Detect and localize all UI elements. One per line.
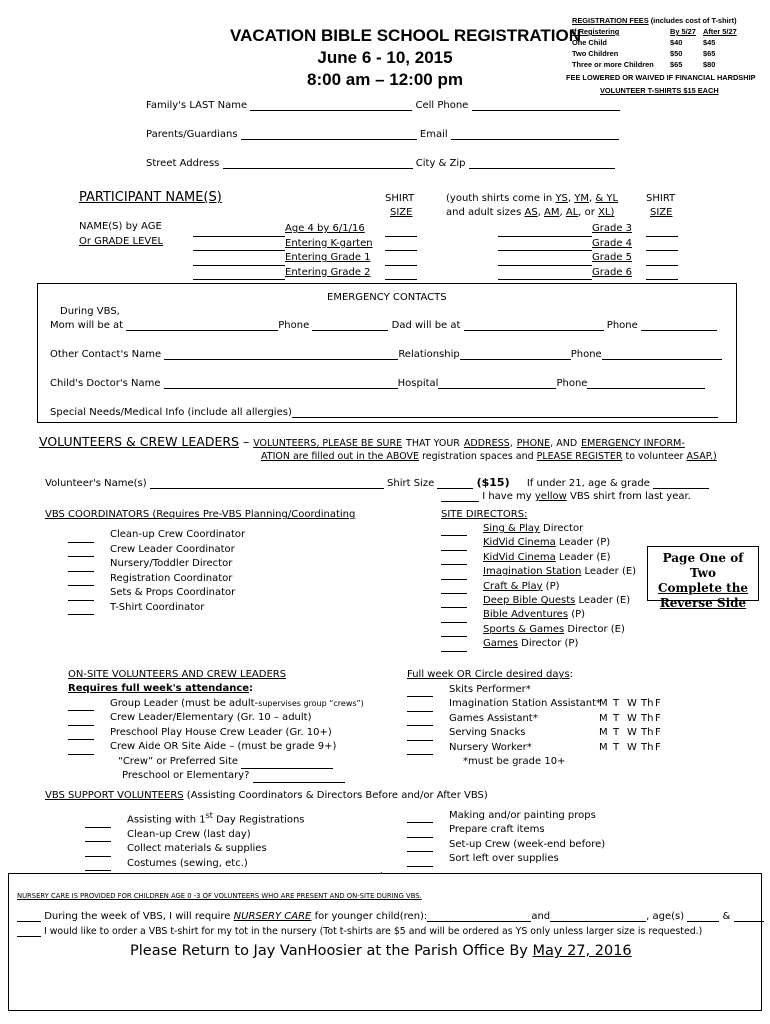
doctor-phone-field[interactable] bbox=[587, 377, 705, 389]
form-title: VACATION BIBLE SCHOOL REGISTRATION bbox=[230, 26, 582, 45]
list-item: Games Assistant* M T W Th F bbox=[407, 712, 669, 726]
participants-heading: PARTICIPANT NAME(S) bbox=[79, 190, 222, 205]
day-selector[interactable]: M T W Th F bbox=[599, 712, 661, 724]
shirt-label-left: SHIRT bbox=[385, 193, 415, 204]
participant-row: Entering Grade 1 bbox=[193, 251, 373, 266]
fees-tshirt-note: VOLUNTEER T-SHIRTS $15 EACH bbox=[600, 86, 719, 95]
list-item: Crew Leader/Elementary (Gr. 10 – adult) bbox=[68, 711, 364, 725]
page-one-note: Page One of Two Complete the Reverse Side bbox=[647, 546, 759, 601]
preferred-site-field[interactable] bbox=[241, 757, 333, 769]
doctor-field[interactable] bbox=[164, 377, 398, 389]
list-item: Group Leader (must be adult-supervises group “crews”) bbox=[68, 697, 364, 711]
nursery-tshirt-row: I would like to order a VBS t-shirt for my tot in the nursery (Tot t-shirts are $5 and will be ordered as YS only unless larger size is requested.) bbox=[17, 925, 702, 937]
volunteers-note-line2: ATION are filled out in the ABOVE registration spaces and PLEASE REGISTER to volunteer ASAP.) bbox=[261, 451, 717, 462]
list-item: Crew Leader Coordinator bbox=[68, 543, 245, 558]
mom-phone-field[interactable] bbox=[312, 319, 388, 331]
mom-location-field[interactable] bbox=[126, 319, 278, 331]
relationship-field[interactable] bbox=[460, 348, 571, 360]
list-item: Making and/or painting props bbox=[407, 809, 605, 823]
shirt-size-left-blanks[interactable] bbox=[385, 222, 417, 280]
grade-level-label: Or GRADE LEVEL bbox=[79, 236, 164, 247]
list-item: Bible Adventures (P) bbox=[441, 608, 636, 622]
dad-phone-field[interactable] bbox=[641, 319, 717, 331]
participant-row: Grade 6 bbox=[498, 266, 632, 281]
other-contact-row: Other Contact's Name Relationship Phone bbox=[50, 348, 722, 360]
list-item: T-Shirt Coordinator bbox=[68, 601, 245, 616]
fees-heading: REGISTRATION FEES (includes cost of T-shirt) bbox=[572, 16, 737, 25]
list-item: KidVid Cinema Leader (P) bbox=[441, 536, 636, 550]
return-instructions: Please Return to Jay VanHoosier at the Parish Office By May 27, 2016 bbox=[130, 943, 632, 959]
list-item: Imagination Station Leader (E) bbox=[441, 565, 636, 579]
coordinators-heading: VBS COORDINATORS (Requires Pre-VBS Planning/Coordinating bbox=[45, 509, 356, 520]
list-item: KidVid Cinema Leader (E) bbox=[441, 551, 636, 565]
participant-row: Age 4 by 6/1/16 bbox=[193, 222, 373, 237]
mom-dad-row: Mom will be at Phone Dad will be at Phone bbox=[50, 319, 717, 331]
list-item: Clean-up Crew Coordinator bbox=[68, 528, 245, 543]
under21-field[interactable] bbox=[653, 477, 709, 489]
list-item: Costumes (sewing, etc.) bbox=[85, 857, 305, 871]
other-contact-field[interactable] bbox=[164, 348, 398, 360]
volunteer-shirt-size-field[interactable] bbox=[437, 477, 473, 489]
onsite-requires: Requires full week's attendance: bbox=[68, 683, 254, 694]
last-name-row: Family's LAST Name Cell Phone bbox=[146, 99, 620, 111]
street-field[interactable] bbox=[223, 157, 413, 169]
shirt-size-right-blanks[interactable] bbox=[646, 222, 678, 280]
list-item: Craft & Play (P) bbox=[441, 580, 636, 594]
have-shirt-row: I have my yellow VBS shirt from last year. bbox=[441, 490, 691, 502]
participant-row: Entering Grade 2 bbox=[193, 266, 373, 281]
list-item: Crew Aide OR Site Aide – (must be grade 9+) bbox=[68, 740, 364, 754]
support-left-list bbox=[85, 809, 305, 871]
doctor-row: Child's Doctor's Name Hospital Phone bbox=[50, 377, 705, 389]
by-age-label: NAME(S) by AGE bbox=[79, 221, 162, 232]
parents-row: Parents/Guardians Email bbox=[146, 128, 619, 140]
parents-field[interactable] bbox=[241, 128, 417, 140]
site-directors-heading: SITE DIRECTORS: bbox=[441, 509, 528, 520]
list-item: Nursery/Toddler Director bbox=[68, 557, 245, 572]
volunteer-name-row: Volunteer's Name(s) Shirt Size ($15) If under 21, age & grade bbox=[45, 476, 709, 489]
special-needs-row: Special Needs/Medical Info (include all allergies) bbox=[50, 406, 718, 418]
special-needs-field[interactable] bbox=[292, 406, 718, 418]
list-item: Collect materials & supplies bbox=[85, 842, 305, 856]
list-item: Assisting with 1st Day Registrations bbox=[85, 809, 305, 828]
participant-row: Grade 5 bbox=[498, 251, 632, 266]
nursery-request-row: During the week of VBS, I will require NURSERY CARE for younger child(ren): and , age(s) & bbox=[17, 910, 764, 922]
nursery-age1-field[interactable] bbox=[687, 910, 719, 922]
volunteer-name-field[interactable] bbox=[150, 477, 384, 489]
adult-sizes-note: and adult sizes AS, AM, AL, or XL) bbox=[446, 207, 615, 218]
coordinators-list bbox=[68, 528, 245, 615]
list-item: Sets & Props Coordinator bbox=[68, 586, 245, 601]
list-item: Deep Bible Quests Leader (E) bbox=[441, 594, 636, 608]
nursery-dot: . bbox=[380, 866, 383, 875]
day-selector[interactable]: M T W Th F bbox=[599, 698, 661, 710]
email-field[interactable] bbox=[451, 128, 619, 140]
list-item: Set-up Crew (week-end before) bbox=[407, 838, 605, 852]
list-item: Clean-up Crew (last day) bbox=[85, 828, 305, 842]
participant-row: Entering K-garten bbox=[193, 237, 373, 252]
hospital-field[interactable] bbox=[438, 377, 556, 389]
other-phone-field[interactable] bbox=[602, 348, 722, 360]
cell-phone-field[interactable] bbox=[472, 99, 620, 111]
nursery-age2-field[interactable] bbox=[734, 910, 764, 922]
fees-hardship-note: FEE LOWERED OR WAIVED IF FINANCIAL HARDSHIP bbox=[566, 73, 756, 82]
list-item: Skits Performer* bbox=[407, 683, 669, 697]
list-item: Games Director (P) bbox=[441, 637, 636, 651]
list-item: Sports & Games Director (E) bbox=[441, 623, 636, 637]
emergency-heading: EMERGENCY CONTACTS bbox=[327, 292, 447, 303]
list-item: Sort left over supplies bbox=[407, 852, 605, 866]
list-item: Registration Coordinator bbox=[68, 572, 245, 587]
participant-row: Grade 4 bbox=[498, 237, 632, 252]
list-item: Nursery Worker* M T W Th F bbox=[407, 741, 669, 755]
preschool-elementary-field[interactable] bbox=[253, 771, 345, 783]
day-selector[interactable]: M T W Th F bbox=[599, 741, 661, 753]
list-item: Serving Snacks M T W Th F bbox=[407, 726, 669, 740]
form-dates: June 6 - 10, 2015 bbox=[317, 48, 453, 67]
during-vbs-label: During VBS, bbox=[60, 306, 120, 317]
last-name-field[interactable] bbox=[250, 99, 412, 111]
volunteers-heading-row: VOLUNTEERS & CREW LEADERS – VOLUNTEERS, PLEASE BE SURE THAT YOUR ADDRESS, PHONE, AND EMERGENCY INFORM- bbox=[39, 434, 685, 449]
size-label-left: SIZE bbox=[390, 207, 413, 218]
participant-row: Grade 3 bbox=[498, 222, 632, 237]
list-item: Prepare craft items bbox=[407, 823, 605, 837]
form-times: 8:00 am – 12:00 pm bbox=[307, 70, 463, 89]
nursery-child1-field[interactable] bbox=[427, 910, 531, 922]
shirt-label-right: SHIRT bbox=[646, 193, 676, 204]
have-shirt-field[interactable] bbox=[441, 490, 479, 502]
youth-sizes-note: (youth shirts come in YS, YM, & YL bbox=[446, 193, 619, 204]
list-item: Sing & Play Director bbox=[441, 522, 636, 536]
support-heading: VBS SUPPORT VOLUNTEERS (Assisting Coordinators & Directors Before and/or After VBS) bbox=[45, 790, 488, 801]
onsite-list: Group Leader (must be adult-supervises group “crews”) Crew Leader/Elementary (Gr. 10 – adult) Preschool Play House Crew Leader (Gr. 10+) Crew Aide OR Site Aide – (must be grade 9+) “Crew” or Preferred Site Preschool or Elementary? bbox=[68, 697, 364, 783]
nursery-heading: NURSERY CARE IS PROVIDED FOR CHILDREN AGE 0 -3 OF VOLUNTEERS WHO ARE PRESENT AND ON-SITE DURING VBS. bbox=[17, 892, 422, 900]
city-zip-field[interactable] bbox=[469, 157, 615, 169]
site-directors-list bbox=[441, 522, 636, 652]
day-selector[interactable]: M T W Th F bbox=[599, 727, 661, 739]
list-item: Preschool Play House Crew Leader (Gr. 10+) bbox=[68, 726, 364, 740]
size-label-right: SIZE bbox=[650, 207, 673, 218]
support-right-list bbox=[407, 809, 605, 867]
onsite-heading: ON-SITE VOLUNTEERS AND CREW LEADERS bbox=[68, 669, 287, 680]
list-item: Imagination Station Assistant*M T W Th F bbox=[407, 697, 669, 711]
participant-right-rows bbox=[498, 222, 632, 280]
nursery-child2-field[interactable] bbox=[550, 910, 646, 922]
fullweek-heading: Full week OR Circle desired days: bbox=[407, 669, 574, 680]
street-row: Street Address City & Zip bbox=[146, 157, 615, 169]
participant-left-rows bbox=[193, 222, 373, 280]
dad-location-field[interactable] bbox=[464, 319, 604, 331]
volunteers-heading: VOLUNTEERS & CREW LEADERS bbox=[39, 434, 239, 449]
fullweek-list: Skits Performer* Imagination Station Assistant*M T W Th F Games Assistant* M T W Th F Serving Snacks M T W Th F Nursery Worker* M T W Th F *must be grade 10+ bbox=[407, 683, 669, 769]
